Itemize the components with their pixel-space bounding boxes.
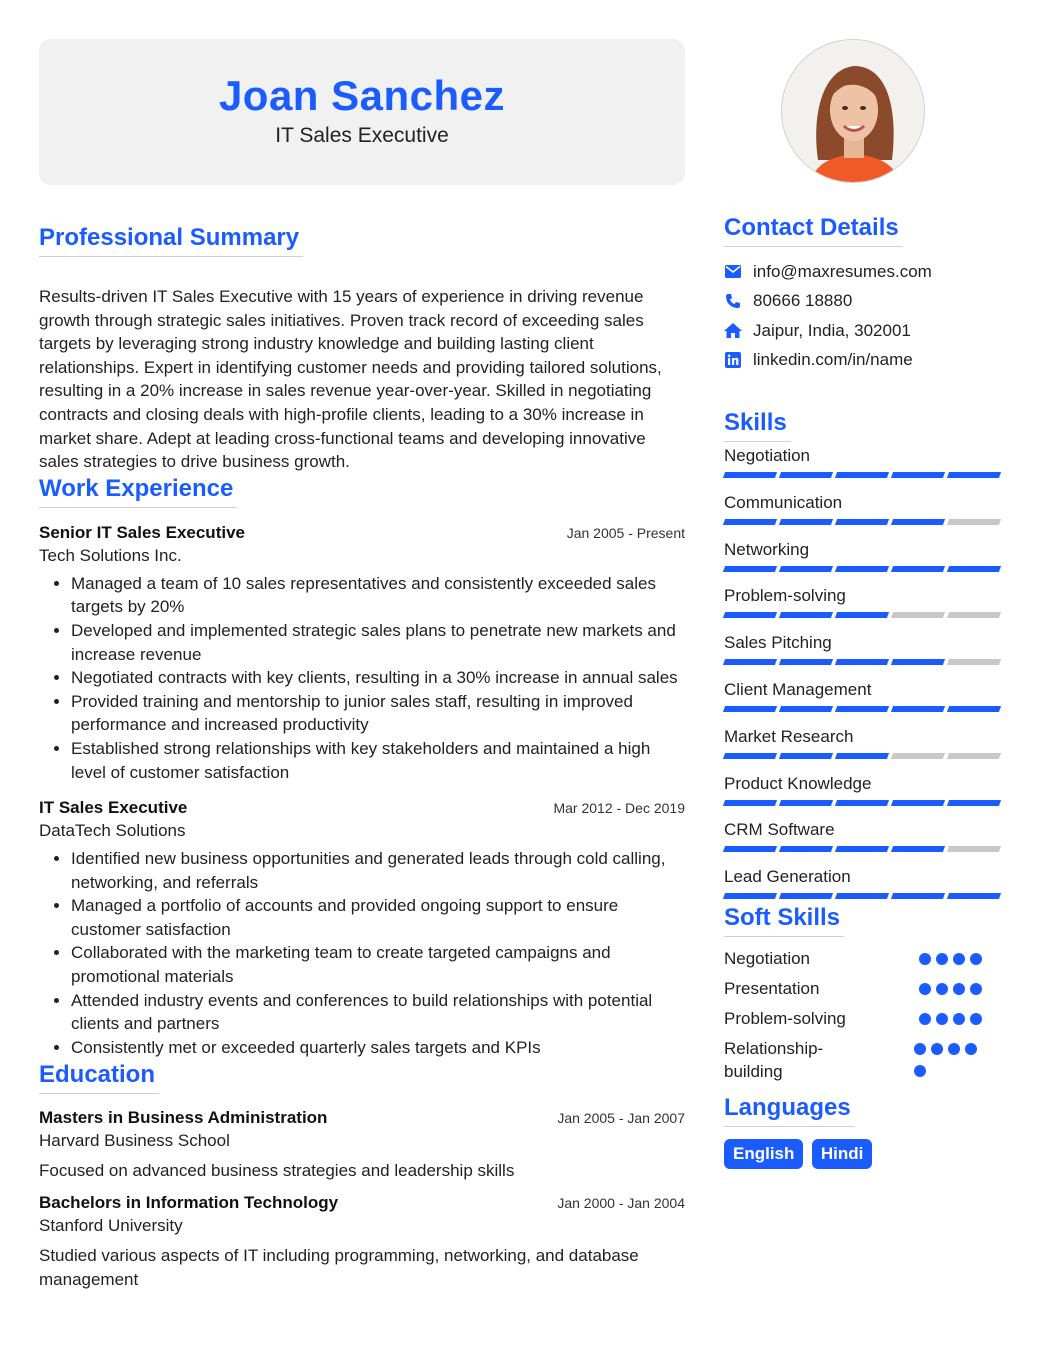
skill-item	[724, 631, 1004, 665]
language-badge: English	[724, 1139, 803, 1169]
bullet-item: • Managed a team of 10 sales representatives and consistently exceeded sales targets by 20%	[71, 572, 685, 619]
education-description: Focused on advanced business strategies and leadership skills	[39, 1161, 515, 1181]
skill-item	[724, 444, 1004, 478]
rating-dot	[948, 1043, 960, 1055]
skill-level-bar	[724, 893, 1004, 899]
soft-skill-rating	[919, 1013, 982, 1025]
skill-level-segment	[835, 519, 889, 525]
contact-email[interactable]	[724, 257, 1004, 287]
skill-level-segment	[891, 612, 945, 618]
rating-dot	[936, 953, 948, 965]
degree-title: Masters in Business Administration	[39, 1108, 328, 1128]
languages-section	[724, 1094, 1004, 1169]
skill-level-segment	[891, 519, 945, 525]
skill-level-segment	[947, 519, 1001, 525]
bullet-item: • Attended industry events and conferences to build relationships with potential clients and partners	[71, 989, 685, 1036]
summary-text: Results-driven IT Sales Executive with 15 years of experience in driving revenue growth through strategic sales initiatives. Proven track record of exceeding sales targets by leveraging strong industry knowledge and building lasting client relationships. Expert in identifying customer needs and providing tailored solutions, resulting in a 20% increase in sales revenue year-over-year. Skilled in negotiating contracts and closing deals with high-profile clients, leading to a 30% increase in market share. Adept at leading cross-functional teams and developing innovative sales strategies to drive business growth.	[39, 287, 662, 472]
skill-name: Lead Generation	[724, 867, 851, 887]
job-entry	[39, 523, 685, 784]
skill-level-segment	[779, 612, 833, 618]
job-entry	[39, 798, 685, 1059]
skill-name: Networking	[724, 539, 810, 559]
skill-level-bar	[724, 659, 1004, 665]
rating-dot	[914, 1043, 926, 1055]
soft-skills-section	[724, 904, 1004, 1084]
education-description: Studied various aspects of IT including programming, networking, and database management	[39, 1246, 639, 1289]
skill-level-segment	[891, 753, 945, 759]
job-company: Tech Solutions Inc.	[39, 545, 182, 565]
skill-level-segment	[947, 566, 1001, 572]
skill-level-segment	[779, 519, 833, 525]
skill-level-segment	[723, 800, 777, 806]
education-entry	[39, 1108, 685, 1183]
rating-dot	[931, 1043, 943, 1055]
profile-photo	[781, 39, 925, 183]
soft-skill-item	[724, 1007, 982, 1031]
skill-name: Client Management	[724, 679, 872, 699]
skill-level-segment	[835, 706, 889, 712]
skill-item	[724, 772, 1004, 806]
rating-dot	[970, 983, 982, 995]
bullet-item: • Identified new business opportunities and generated leads through cold calling, networking, and referrals	[71, 847, 685, 894]
skill-level-segment	[947, 472, 1001, 478]
skill-level-segment	[947, 893, 1001, 899]
section-title-summary: Professional Summary	[39, 224, 303, 257]
skill-level-bar	[724, 472, 1004, 478]
bullet-item: • Consistently met or exceeded quarterly sales targets and KPIs	[71, 1036, 685, 1060]
skill-level-segment	[723, 659, 777, 665]
skill-level-segment	[779, 893, 833, 899]
contact-linkedin-text: linkedin.com/in/name	[753, 350, 913, 370]
language-badge: Hindi	[812, 1139, 873, 1169]
skill-level-segment	[723, 472, 777, 478]
skill-level-segment	[947, 753, 1001, 759]
rating-dot	[970, 1013, 982, 1025]
contact-address	[724, 316, 1004, 346]
skill-item	[724, 865, 1004, 899]
education-entry	[39, 1193, 685, 1291]
skills-list	[724, 444, 1004, 899]
soft-skill-name: Negotiation	[724, 948, 811, 968]
skill-item	[724, 584, 1004, 618]
skill-level-segment	[835, 612, 889, 618]
skill-level-segment	[723, 753, 777, 759]
skill-item	[724, 538, 1004, 572]
soft-skill-item	[724, 1037, 982, 1084]
skill-item	[724, 818, 1004, 852]
main-column	[39, 39, 685, 1291]
candidate-title: IT Sales Executive	[275, 124, 449, 147]
soft-skill-name: Presentation	[724, 978, 820, 998]
job-date: Jan 2005 - Present	[566, 524, 685, 541]
envelope-icon	[724, 263, 742, 281]
skill-level-segment	[947, 706, 1001, 712]
skill-level-segment	[947, 612, 1001, 618]
skill-level-segment	[723, 566, 777, 572]
skill-level-segment	[779, 846, 833, 852]
contact-linkedin[interactable]	[724, 346, 1004, 376]
contact-section	[724, 214, 1004, 375]
skill-level-segment	[891, 659, 945, 665]
skill-level-bar	[724, 519, 1004, 525]
skill-level-segment	[779, 472, 833, 478]
section-title-skills: Skills	[724, 409, 791, 442]
job-title: Senior IT Sales Executive	[39, 522, 245, 542]
contact-email-text: info@maxresumes.com	[753, 261, 932, 281]
work-section	[39, 475, 685, 1060]
soft-skill-name: Relationship-building	[724, 1038, 824, 1082]
soft-skills-list	[724, 947, 982, 1084]
skill-level-segment	[723, 519, 777, 525]
skill-name: Negotiation	[724, 446, 811, 465]
home-icon	[724, 322, 742, 340]
contact-address-text: Jaipur, India, 302001	[753, 320, 911, 340]
skill-level-segment	[891, 566, 945, 572]
skill-level-bar	[724, 566, 1004, 572]
soft-skill-item	[724, 947, 982, 971]
skill-level-segment	[723, 846, 777, 852]
skill-level-segment	[835, 846, 889, 852]
rating-dot	[914, 1065, 926, 1077]
contact-phone-text: 80666 18880	[753, 291, 853, 311]
bullet-item: • Managed a portfolio of accounts and provided ongoing support to ensure customer satisfaction	[71, 894, 685, 941]
phone-icon	[724, 292, 742, 310]
soft-skill-rating	[919, 983, 982, 995]
skill-name: Product Knowledge	[724, 773, 872, 793]
job-date: Mar 2012 - Dec 2019	[553, 800, 685, 817]
rating-dot	[953, 983, 965, 995]
summary-section	[39, 224, 685, 474]
skill-level-bar	[724, 753, 1004, 759]
skill-level-segment	[723, 706, 777, 712]
skill-level-bar	[724, 800, 1004, 806]
candidate-name: Joan Sanchez	[218, 72, 506, 119]
section-title-languages: Languages	[724, 1094, 855, 1127]
skill-item	[724, 491, 1004, 525]
rating-dot	[936, 983, 948, 995]
skill-level-segment	[779, 753, 833, 759]
rating-dot	[919, 953, 931, 965]
soft-skill-name: Problem-solving	[724, 1008, 846, 1028]
skill-level-segment	[835, 753, 889, 759]
section-title-contact: Contact Details	[724, 214, 903, 247]
education-date: Jan 2000 - Jan 2004	[557, 1195, 685, 1212]
skill-name: Communication	[724, 492, 843, 512]
skill-level-segment	[723, 612, 777, 618]
rating-dot	[919, 983, 931, 995]
rating-dot	[919, 1013, 931, 1025]
skill-level-bar	[724, 612, 1004, 618]
school-name: Harvard Business School	[39, 1131, 230, 1151]
skill-level-bar	[724, 846, 1004, 852]
skill-level-segment	[779, 659, 833, 665]
skill-level-segment	[723, 893, 777, 899]
skill-item	[724, 725, 1004, 759]
skill-name: Sales Pitching	[724, 633, 832, 653]
skill-item	[724, 678, 1004, 712]
skills-section	[724, 409, 1004, 899]
rating-dot	[936, 1013, 948, 1025]
education-date: Jan 2005 - Jan 2007	[557, 1110, 685, 1127]
skill-level-segment	[947, 659, 1001, 665]
bullet-item: • Negotiated contracts with key clients, resulting in a 30% increase in annual sales	[71, 666, 685, 690]
resume-header	[39, 39, 685, 185]
soft-skill-item	[724, 977, 982, 1001]
bullet-item: • Collaborated with the marketing team to create targeted campaigns and promotional materials	[71, 941, 685, 988]
bullet-item: • Provided training and mentorship to junior sales staff, resulting in improved performance and increased productivity	[71, 690, 685, 737]
skill-level-segment	[779, 800, 833, 806]
skill-level-segment	[947, 846, 1001, 852]
skill-level-segment	[891, 706, 945, 712]
soft-skill-rating	[914, 1043, 982, 1077]
skill-name: Market Research	[724, 726, 854, 746]
skill-level-segment	[891, 893, 945, 899]
linkedin-icon	[724, 351, 742, 369]
section-title-work: Work Experience	[39, 475, 237, 508]
skill-level-segment	[891, 472, 945, 478]
skill-level-segment	[891, 800, 945, 806]
bullet-item: • Established strong relationships with key stakeholders and maintained a high level of customer satisfaction	[71, 737, 685, 784]
skill-level-segment	[835, 893, 889, 899]
section-title-education: Education	[39, 1061, 159, 1094]
rating-dot	[970, 953, 982, 965]
soft-skill-rating	[919, 953, 982, 965]
job-company: DataTech Solutions	[39, 821, 186, 841]
section-title-soft-skills: Soft Skills	[724, 904, 844, 937]
job-bullets	[39, 847, 685, 1059]
school-name: Stanford University	[39, 1216, 183, 1236]
bullet-item: • Developed and implemented strategic sales plans to penetrate new markets and increase revenue	[71, 619, 685, 666]
degree-title: Bachelors in Information Technology	[39, 1193, 339, 1213]
rating-dot	[953, 953, 965, 965]
skill-level-bar	[724, 706, 1004, 712]
skill-level-segment	[779, 566, 833, 572]
skill-level-segment	[779, 706, 833, 712]
job-bullets	[39, 572, 685, 784]
skill-name: CRM Software	[724, 820, 835, 840]
skill-level-segment	[947, 800, 1001, 806]
skill-level-segment	[891, 846, 945, 852]
skill-level-segment	[835, 659, 889, 665]
skill-level-segment	[835, 800, 889, 806]
contact-phone[interactable]	[724, 287, 1004, 317]
skill-name: Problem-solving	[724, 586, 846, 606]
job-title: IT Sales Executive	[39, 798, 188, 818]
sidebar-column	[724, 39, 1004, 1169]
skill-level-segment	[835, 472, 889, 478]
skill-level-segment	[835, 566, 889, 572]
rating-dot	[953, 1013, 965, 1025]
rating-dot	[965, 1043, 977, 1055]
education-section	[39, 1061, 685, 1291]
